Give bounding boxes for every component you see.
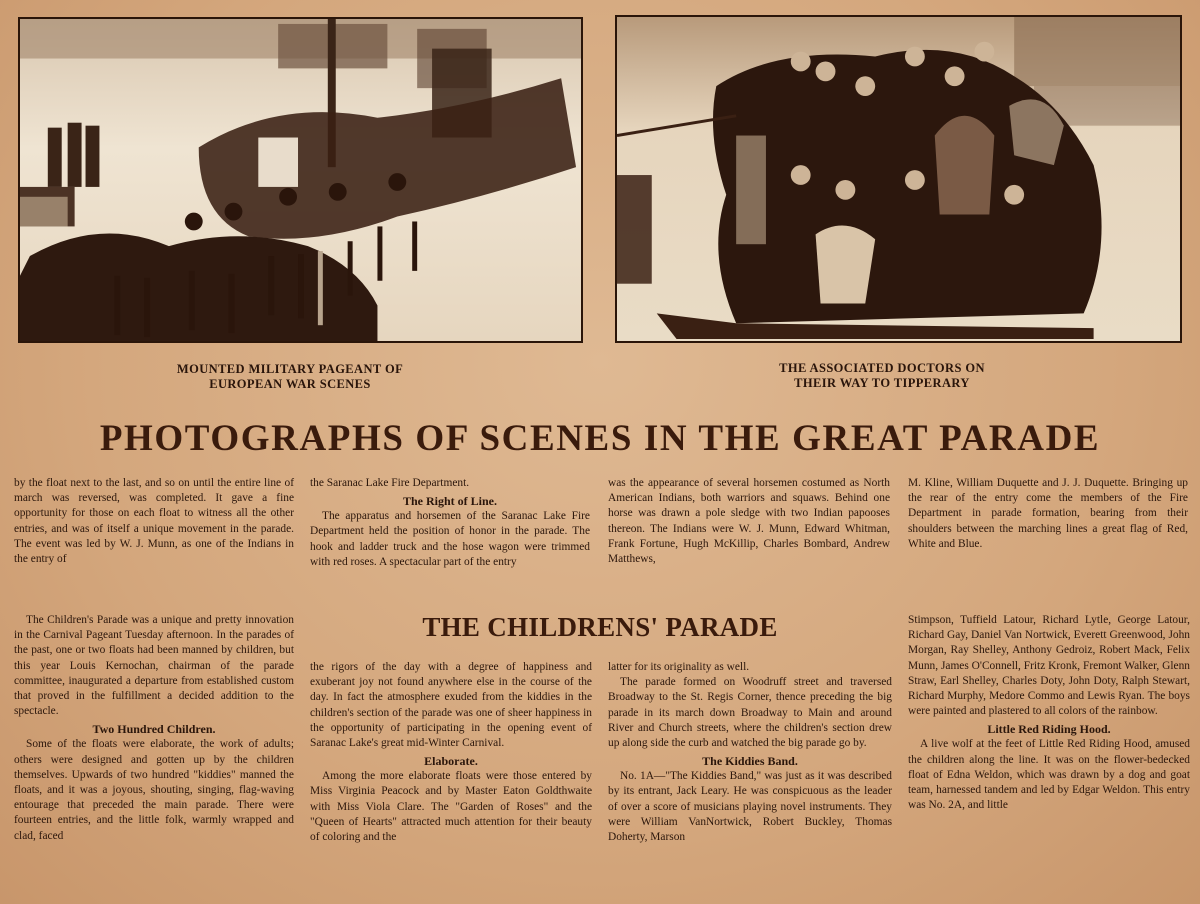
childrens-column-2-text: the rigors of the day with a degree of happiness and exuberant joy not found anywhere else in the course of the day. In fact the atmosphere exuded from the kiddies in the children's section of the parade was one of sheer happiness in the opportunity of participating in the opening event of Saranac Lake's great mid-Winter Carnival. <box>310 661 592 750</box>
childrens-column-4-text-2: A live wolf at the feet of Little Red Riding Hood, amused the children along the line. It was on the flower-bedecked float of Edna Weldon, which was drawn by a dog and goat team, harnessed tandem and led by Edgar Weldon. This entry was No. 2A, and little <box>908 738 1190 812</box>
caption-right-line-1: THE ASSOCIATED DOCTORS ON <box>779 361 985 375</box>
childrens-column-2-text-2: Among the more elaborate floats were those entered by Miss Virginia Peacock and by Master Eaton Goldthwaite with Miss Viola Clare. The "Garden of Roses" and the "Queen of Hearts" attracted much attention for their beauty of coloring and the <box>310 770 592 844</box>
childrens-column-4 <box>908 613 1190 813</box>
childrens-column-2 <box>310 660 592 845</box>
caption-right-line-2: THEIR WAY TO TIPPERARY <box>794 376 970 390</box>
column-4-text: M. Kline, William Duquette and J. J. Duquette. Bringing up the rear of the entry come the members of the Fire Department in parade formation, bearing from their shoulders between the marching lines a great flag of Red, White and Blue. <box>908 477 1188 550</box>
column-2-text: The apparatus and horsemen of the Saranac Lake Fire Department held the position of honor in the parade. The hook and ladder truck and the hose wagon were trimmed with red roses. A spectacular part of the entry <box>310 510 590 568</box>
childrens-column-3-text-2: No. 1A—"The Kiddies Band," was just as it was described by its entrant, Jack Leary. He was conspicuous as the leader of over a score of musicians playing novel instruments. They were William VanNortwick, Robert Buckley, Thomas Doherty, Marson <box>608 770 892 844</box>
column-1-text: by the float next to the last, and so on until the entire line of march was reversed, was completed. It gave a fine opportunity for those on each float to witness all the other entries, and was of itself a unique movement in the parade. The event was led by W. J. Munn, as one of the Indians in the entry of <box>14 477 294 566</box>
right-of-line-heading: The Right of Line. <box>402 494 497 509</box>
childrens-column-1-text-2: Some of the floats were elaborate, the work of adults; others were designed and gotten up by the children themselves. Upwards of two hundred "kiddies" manned the floats, and it was a joyous, shouting, singing, flag-waving entourage that preceded the main parade. There were fourteen entries, and the little folk, warmly wrapped and clad, faced <box>14 738 294 842</box>
two-hundred-children-heading: Two Hundred Children. <box>92 722 216 737</box>
photo-doctors-sledge <box>617 17 1180 341</box>
childrens-column-3-text: latter for its originality as well. <box>608 661 750 673</box>
little-red-riding-hood-heading: Little Red Riding Hood. <box>987 722 1111 737</box>
caption-left-line-1: MOUNTED MILITARY PAGEANT OF <box>176 362 404 376</box>
childrens-column-4-text: Stimpson, Tuffield Latour, Richard Lytle, George Latour, Richard Gay, Daniel Van Nortwick, Everett Greenwood, John Morgan, Ray Shelley, Anthony Gedroiz, Robert Mack, Felix Munn, James O'Connell, Fritz Kronk, Fremont Walker, Glenn Straw, Earl Shelley, Charles Doty, John Doty, Ralph Stewart, Richard Murphy, Medore Commo and Lewis Ryan. The boys were painted and plastered to all colors of the rainbow. <box>908 614 1190 718</box>
photo-military-pageant <box>18 17 583 343</box>
photo-caption-left <box>120 362 460 392</box>
caption-left-line-2: EUROPEAN WAR SCENES <box>209 377 371 391</box>
article-column-1 <box>14 476 294 567</box>
childrens-parade-headline: THE CHILDRENS' PARADE <box>422 612 778 642</box>
photo-caption-right <box>712 361 1052 391</box>
column-3-text: was the appearance of several horsemen costumed as North American Indians, both warriors and squaws. Behind one horse was drawn a pole sledge with two Indian papooses thereon. The Indians were W. J. Munn, Edward Whitman, Frank Fortune, Hugh McKillip, Charles Bombard, Andrew Matthews, <box>608 477 890 566</box>
column-2-intro: the Saranac Lake Fire Department. <box>310 477 470 489</box>
childrens-column-3-text-1b: The parade formed on Woodruff street and traversed Broadway to the St. Regis Corner, thence preceding the big parade in its march down Broadway to Main and around River and Church streets, where the children's section drew up along side the curb and watched the big parade go by. <box>608 676 892 750</box>
article-column-4 <box>908 476 1188 552</box>
childrens-column-1-text: The Children's Parade was a unique and pretty innovation in the Carnival Pageant Tuesday afternoon. In the parades of the past, one or two floats had been manned by children, but this year Louis Kernochan, chairman of the parade committee, inaugurated a departure from established custom that proved in the fulfillment a decided addition to the spectacle. <box>14 614 294 718</box>
photo-associated-doctors <box>615 15 1182 343</box>
elaborate-heading: Elaborate. <box>424 754 478 769</box>
childrens-column-3 <box>608 660 892 845</box>
article-column-3 <box>608 476 890 567</box>
article-column-2 <box>310 476 590 570</box>
childrens-column-1 <box>14 613 294 844</box>
page-headline: PHOTOGRAPHS OF SCENES IN THE GREAT PARADE <box>99 418 1101 459</box>
kiddies-band-heading: The Kiddies Band. <box>702 754 798 769</box>
photo-parade-horses <box>20 19 581 341</box>
